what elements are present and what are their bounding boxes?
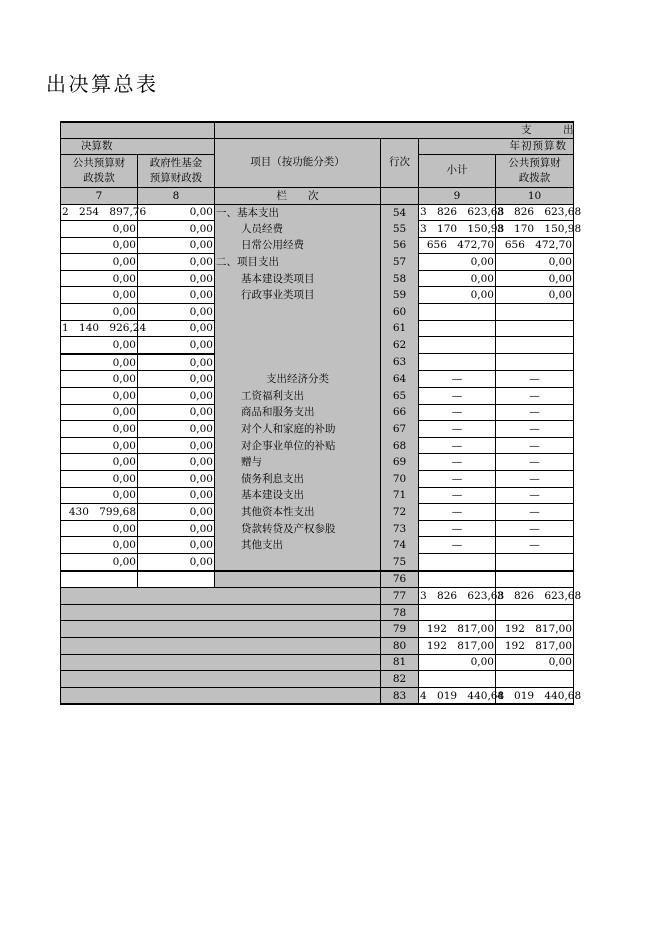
row-number: 65 <box>381 388 419 405</box>
item-label: 工资福利支出 <box>215 388 381 405</box>
summary-row <box>61 687 574 704</box>
summary-row <box>61 604 574 621</box>
col10-number: 10 <box>496 187 574 204</box>
col9-value: — <box>419 504 496 521</box>
col10-value: — <box>496 404 574 421</box>
summary-label-cell <box>61 604 381 621</box>
col8-value: 0,00 <box>138 487 215 504</box>
col9-value: 3 826 623,68 <box>419 588 496 605</box>
col9-value: — <box>419 388 496 405</box>
row-number: 69 <box>381 454 419 471</box>
col9-value: 0,00 <box>419 254 496 271</box>
col7-value: 0,00 <box>61 371 138 388</box>
col9-value <box>419 337 496 354</box>
col10-value: 0,00 <box>496 270 574 287</box>
row-number: 68 <box>381 437 419 454</box>
col9-value: 3 826 623,68 <box>419 204 496 221</box>
table-row <box>61 537 574 554</box>
row-number: 73 <box>381 520 419 537</box>
col10-value: 192 817,00 <box>496 637 574 654</box>
row-number: 56 <box>381 237 419 254</box>
item-label: 赠与 <box>215 454 381 471</box>
col7-value: 0,00 <box>61 304 138 321</box>
summary-label-cell <box>61 637 381 654</box>
col8-value: 0,00 <box>138 320 215 337</box>
table-row <box>61 354 574 371</box>
summary-row <box>61 637 574 654</box>
table-row <box>61 304 574 321</box>
col8-value: 0,00 <box>138 287 215 304</box>
col7-value: 0,00 <box>61 471 138 488</box>
summary-row <box>61 588 574 605</box>
summary-row <box>61 654 574 671</box>
col7-value <box>61 571 138 588</box>
col7-value: 0,00 <box>61 454 138 471</box>
col8-value: 0,00 <box>138 221 215 238</box>
col10-value: 0,00 <box>496 254 574 271</box>
table-row <box>61 221 574 238</box>
item-label: 行政事业类项目 <box>215 287 381 304</box>
table-row <box>61 487 574 504</box>
col9-value: — <box>419 520 496 537</box>
row-number: 71 <box>381 487 419 504</box>
table-row <box>61 254 574 271</box>
col8-header: 政府性基金 预算财政拨 <box>138 154 215 187</box>
col8-value: 0,00 <box>138 337 215 354</box>
row-number: 64 <box>381 371 419 388</box>
col9-value <box>419 320 496 337</box>
col10-value: — <box>496 437 574 454</box>
item-label <box>215 553 381 570</box>
col7-value: 0,00 <box>61 487 138 504</box>
col7-value: 0,00 <box>61 520 138 537</box>
col8-value: 0,00 <box>138 371 215 388</box>
expenditure-header-char: 支 <box>521 124 532 137</box>
col9-value: 192 817,00 <box>419 621 496 638</box>
col10-value <box>496 671 574 688</box>
col8-number: 8 <box>138 187 215 204</box>
col10-value <box>496 553 574 570</box>
col8-value: 0,00 <box>138 388 215 405</box>
col10-value <box>496 571 574 588</box>
col9-value: 656 472,70 <box>419 237 496 254</box>
item-label: 二、项目支出 <box>215 254 381 271</box>
summary-row <box>61 621 574 638</box>
table-row <box>61 437 574 454</box>
col9-value <box>419 553 496 570</box>
report-title-text: 出决算总表 <box>46 72 159 96</box>
row-number: 61 <box>381 320 419 337</box>
col9-value: — <box>419 404 496 421</box>
col9-value <box>419 671 496 688</box>
col9-value: 0,00 <box>419 287 496 304</box>
col8-value: 0,00 <box>138 520 215 537</box>
col8-value: 0,00 <box>138 354 215 371</box>
table-row <box>61 421 574 438</box>
col9-value: 3 170 150,98 <box>419 221 496 238</box>
item-label: 支出经济分类 <box>215 371 381 388</box>
table-row <box>61 320 574 337</box>
row-no-blank <box>381 187 419 204</box>
col7-value: 0,00 <box>61 404 138 421</box>
col9-header: 小计 <box>419 154 496 187</box>
table-row <box>61 371 574 388</box>
table-row <box>61 454 574 471</box>
col7-value: 0,00 <box>61 254 138 271</box>
col8-value: 0,00 <box>138 454 215 471</box>
row-number: 77 <box>381 588 419 605</box>
col9-value: — <box>419 454 496 471</box>
col9-value: 192 817,00 <box>419 637 496 654</box>
item-label <box>215 337 381 354</box>
row-number: 63 <box>381 354 419 371</box>
col9-value: — <box>419 487 496 504</box>
table-row <box>61 388 574 405</box>
summary-label-cell <box>61 621 381 638</box>
item-label <box>215 320 381 337</box>
col9-value <box>419 571 496 588</box>
col7-value: 0,00 <box>61 537 138 554</box>
item-label: 贷款转贷及产权参股 <box>215 520 381 537</box>
row-number: 78 <box>381 604 419 621</box>
row-number: 79 <box>381 621 419 638</box>
col7-value: 0,00 <box>61 221 138 238</box>
initial-budget-header: 年初预算数 <box>419 138 574 154</box>
row-number: 66 <box>381 404 419 421</box>
col9-value: — <box>419 421 496 438</box>
summary-label-cell <box>61 654 381 671</box>
row-number: 54 <box>381 204 419 221</box>
item-label <box>215 304 381 321</box>
col8-value <box>138 571 215 588</box>
row-number: 60 <box>381 304 419 321</box>
col10-value <box>496 304 574 321</box>
row-number: 72 <box>381 504 419 521</box>
col9-value: 0,00 <box>419 654 496 671</box>
col10-value: — <box>496 520 574 537</box>
col8-value: 0,00 <box>138 254 215 271</box>
col10-header: 公共预算财 政拨款 <box>496 154 574 187</box>
col7-value: 0,00 <box>61 354 138 371</box>
col10-value: — <box>496 388 574 405</box>
col8-value: 0,00 <box>138 537 215 554</box>
col10-value <box>496 337 574 354</box>
col10-value: — <box>496 421 574 438</box>
item-label: 对个人和家庭的补助 <box>215 421 381 438</box>
col9-value: 0,00 <box>419 270 496 287</box>
col7-value: 0,00 <box>61 287 138 304</box>
col8-value: 0,00 <box>138 304 215 321</box>
col10-value: — <box>496 504 574 521</box>
col8-value: 0,00 <box>138 504 215 521</box>
col9-value: — <box>419 471 496 488</box>
summary-label-cell <box>61 671 381 688</box>
table-row <box>61 204 574 221</box>
row-number: 67 <box>381 421 419 438</box>
col7-value: 0,00 <box>61 388 138 405</box>
col8-value: 0,00 <box>138 437 215 454</box>
col7-value: 430 799,68 <box>61 504 138 521</box>
col7-value: 0,00 <box>61 437 138 454</box>
expenditure-header-char: 出 <box>563 124 574 137</box>
report-title <box>46 72 258 96</box>
summary-row <box>61 671 574 688</box>
table-row <box>61 471 574 488</box>
col10-value: — <box>496 537 574 554</box>
row-number: 83 <box>381 687 419 704</box>
col10-value: — <box>496 371 574 388</box>
summary-label-cell <box>61 588 381 605</box>
col10-value: 0,00 <box>496 287 574 304</box>
row-number: 74 <box>381 537 419 554</box>
table-row <box>61 504 574 521</box>
col10-value <box>496 354 574 371</box>
item-label: 人员经费 <box>215 221 381 238</box>
final-accounts-header: 决算数 <box>61 138 215 154</box>
table-row <box>61 337 574 354</box>
item-label: 一、基本支出 <box>215 204 381 221</box>
col10-value <box>496 604 574 621</box>
col10-value: — <box>496 454 574 471</box>
item-label: 基本建设类项目 <box>215 270 381 287</box>
table-row <box>61 287 574 304</box>
col8-value: 0,00 <box>138 471 215 488</box>
col8-value: 0,00 <box>138 553 215 570</box>
item-header: 项目（按功能分类） <box>215 138 381 187</box>
col9-value <box>419 354 496 371</box>
col7-value: 0,00 <box>61 337 138 354</box>
item-label: 债务利息支出 <box>215 471 381 488</box>
item-label <box>215 571 381 588</box>
col8-value: 0,00 <box>138 204 215 221</box>
header-blank-cell <box>61 122 215 138</box>
col10-value <box>496 320 574 337</box>
item-label: 其他支出 <box>215 537 381 554</box>
table-row <box>61 571 574 588</box>
col10-value: 0,00 <box>496 654 574 671</box>
col10-value: 656 472,70 <box>496 237 574 254</box>
row-number: 75 <box>381 553 419 570</box>
col9-value: — <box>419 537 496 554</box>
col7-value: 0,00 <box>61 270 138 287</box>
col9-value: — <box>419 437 496 454</box>
expenditure-header <box>215 122 574 138</box>
row-number: 81 <box>381 654 419 671</box>
table-row <box>61 520 574 537</box>
col10-value: — <box>496 471 574 488</box>
col8-value: 0,00 <box>138 421 215 438</box>
col10-value: 192 817,00 <box>496 621 574 638</box>
col10-value: 3 826 623,68 <box>496 204 574 221</box>
row-number: 57 <box>381 254 419 271</box>
table-row <box>61 270 574 287</box>
item-label: 商品和服务支出 <box>215 404 381 421</box>
row-number: 76 <box>381 571 419 588</box>
row-number: 62 <box>381 337 419 354</box>
col10-value: — <box>496 487 574 504</box>
row-number: 70 <box>381 471 419 488</box>
col7-value: 2 254 897,76 <box>61 204 138 221</box>
summary-label-cell <box>61 687 381 704</box>
col8-value: 0,00 <box>138 404 215 421</box>
col7-header: 公共预算财 政拨款 <box>61 154 138 187</box>
row-number: 59 <box>381 287 419 304</box>
column-no-label: 栏 次 <box>215 187 381 204</box>
col9-value <box>419 304 496 321</box>
budget-summary-table <box>60 121 582 705</box>
table-row <box>61 404 574 421</box>
col9-value <box>419 604 496 621</box>
table-row <box>61 237 574 254</box>
col10-value: 3 826 623,68 <box>496 588 574 605</box>
col8-value: 0,00 <box>138 237 215 254</box>
row-number: 55 <box>381 221 419 238</box>
item-label: 基本建设支出 <box>215 487 381 504</box>
col10-value: 3 170 150,98 <box>496 221 574 238</box>
col9-number: 9 <box>419 187 496 204</box>
col7-value: 1 140 926,24 <box>61 320 138 337</box>
col8-value: 0,00 <box>138 270 215 287</box>
col9-value: — <box>419 371 496 388</box>
table-row <box>61 553 574 570</box>
col7-value: 0,00 <box>61 237 138 254</box>
col9-value: 4 019 440,68 <box>419 687 496 704</box>
col10-value: 4 019 440,68 <box>496 687 574 704</box>
col7-value: 0,00 <box>61 553 138 570</box>
item-label: 对企事业单位的补贴 <box>215 437 381 454</box>
item-label <box>215 354 381 371</box>
col7-value: 0,00 <box>61 421 138 438</box>
item-label: 其他资本性支出 <box>215 504 381 521</box>
row-no-header: 行次 <box>381 138 419 187</box>
row-number: 82 <box>381 671 419 688</box>
col7-number: 7 <box>61 187 138 204</box>
row-number: 58 <box>381 270 419 287</box>
row-number: 80 <box>381 637 419 654</box>
item-label: 日常公用经费 <box>215 237 381 254</box>
